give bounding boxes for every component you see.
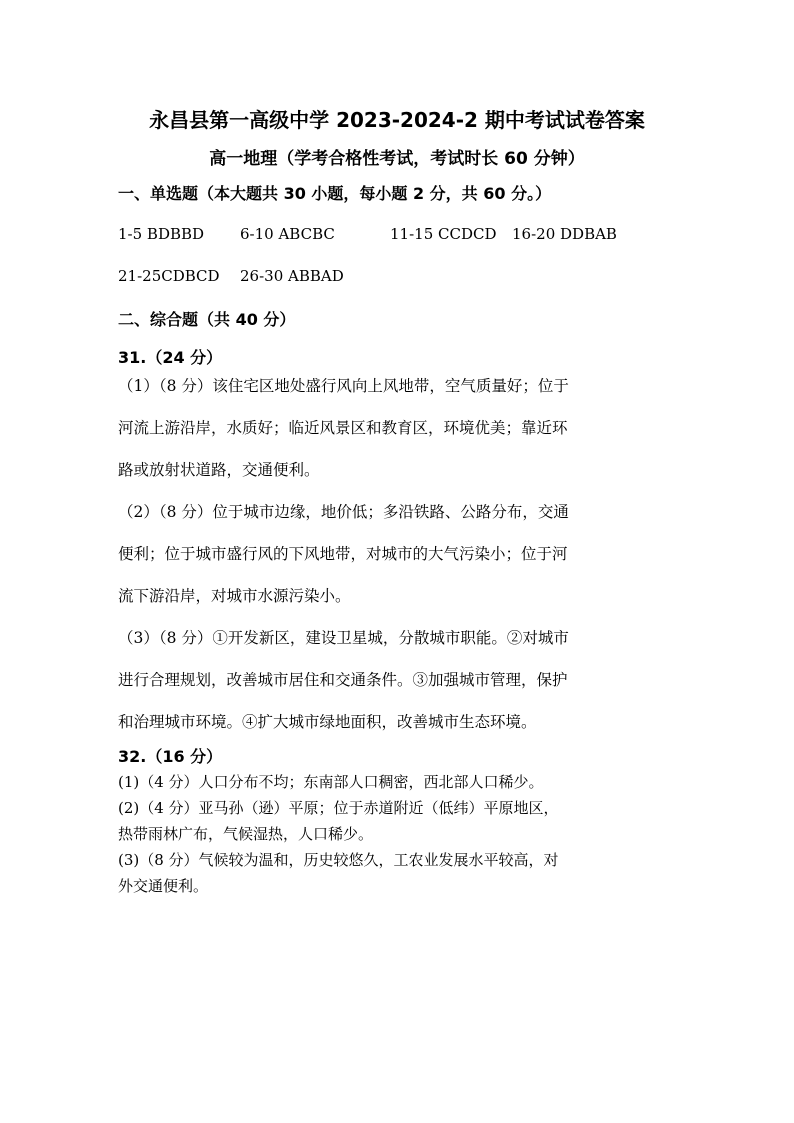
answer-group: 26-30 ABBAD [240,267,344,285]
question32-heading: 32.（16 分） [118,747,223,766]
answer-line: 进行合理规划，改善城市居住和交通条件。③加强城市管理，保护 [118,671,568,689]
answer-line: 热带雨林广布，气候湿热，人口稀少。 [118,825,374,843]
answer-group: 16-20 DDBAB [512,225,617,243]
document-title: 永昌县第一高级中学 2023-2024-2 期中考试试卷答案 [149,108,645,132]
answer-line: (1)（4 分）人口分布不均；东南部人口稠密，西北部人口稀少。 [118,773,544,791]
section2-heading: 二、综合题（共 40 分） [118,310,296,329]
answer-line: （3）（8 分）①开发新区，建设卫星城，分散城市职能。②对城市 [118,629,569,647]
document-subtitle: 高一地理（学考合格性考试，考试时长 60 分钟） [209,149,585,169]
question31-heading: 31.（24 分） [118,348,223,367]
answer-line: 便利；位于城市盛行风的下风地带，对城市的大气污染小；位于河 [118,545,568,563]
answer-line: 和治理城市环境。④扩大城市绿地面积，改善城市生态环境。 [118,713,537,731]
answer-line: 外交通便利。 [118,877,209,895]
answer-line: 河流上游沿岸，水质好；临近风景区和教育区，环境优美；靠近环 [118,419,568,437]
answer-group: 6-10 ABCBC [240,225,335,243]
answer-line: (3)（8 分）气候较为温和，历史较悠久，工农业发展水平较高，对 [118,851,559,869]
answer-group: 21-25CDBCD [118,267,220,285]
answer-line: （2）（8 分）位于城市边缘，地价低；多沿铁路、公路分布，交通 [118,503,569,521]
answer-line: (2)（4 分）亚马孙（逊）平原；位于赤道附近（低纬）平原地区， [118,799,559,817]
answer-line: （1）（8 分）该住宅区地处盛行风向上风地带，空气质量好；位于 [118,377,569,395]
answer-line: 路或放射状道路，交通便利。 [118,461,320,479]
answer-group: 11-15 CCDCD [390,225,497,243]
answer-group: 1-5 BDBBD [118,225,205,243]
section1-heading: 一、单选题（本大题共 30 小题，每小题 2 分，共 60 分。） [118,184,552,203]
answer-line: 流下游沿岸，对城市水源污染小。 [118,587,351,605]
